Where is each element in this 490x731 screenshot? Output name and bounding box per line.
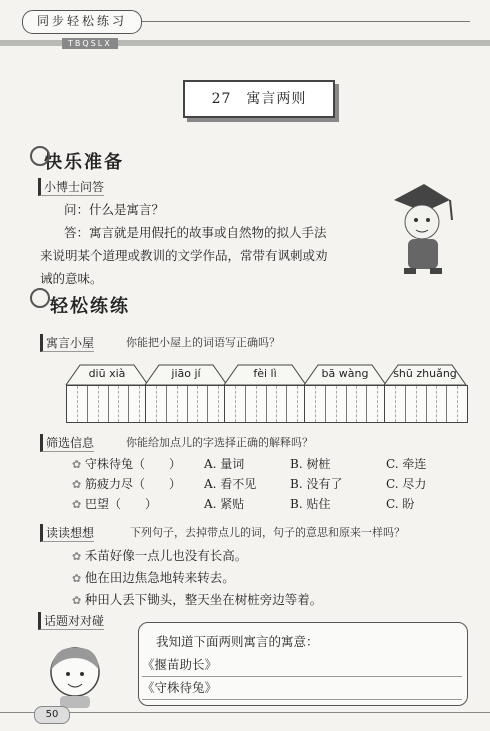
section-title: 快乐准备 (44, 152, 124, 173)
word-house-2 (141, 363, 231, 425)
sub-heading-select: 筛选信息 (40, 434, 94, 452)
pencil-icon (30, 288, 50, 308)
section-heading-practice (50, 292, 130, 318)
sub-heading-talk: 话题对对碰 (38, 612, 104, 630)
option-c[interactable]: C. 牵连 (386, 457, 427, 471)
word-house-3 (220, 363, 310, 425)
house-prompt: 你能把小屋上的词语写正确吗？ (126, 336, 280, 349)
option-a[interactable]: A. 紧贴 (204, 497, 245, 511)
section-heading-prepare (44, 148, 124, 174)
choice-questions (72, 454, 472, 514)
flower-icon: ✿ (72, 572, 85, 585)
sub-heading-read: 读读想想 (40, 524, 94, 542)
flower-icon: ✿ (72, 458, 82, 471)
option-a[interactable]: A. 量词 (204, 457, 245, 471)
pinyin-label: fèi lì (253, 367, 277, 380)
sentence-item (72, 567, 322, 589)
lesson-title: 27 寓言两则 (183, 80, 335, 118)
doctor-character-illustration (380, 178, 460, 278)
sentence-text: 他在田边焦急地转来转去。 (84, 570, 235, 585)
select-prompt: 你能给加点儿的字选择正确的解释吗？ (126, 436, 313, 449)
read-prompt: 下列句子，去掉带点儿的词，句子的意思和原来一样吗？ (130, 526, 405, 539)
sub-heading-house: 寓言小屋 (40, 334, 94, 352)
girl-character-illustration (40, 640, 110, 710)
sentence-item (72, 589, 322, 611)
sentence-item (72, 545, 322, 567)
word-house-1 (62, 363, 152, 425)
question-term: 守株待兔（ ） (85, 457, 182, 471)
option-b[interactable]: B. 贴住 (290, 497, 331, 511)
writing-grid[interactable] (66, 385, 150, 423)
pinyin-label: diū xià (88, 367, 126, 380)
talk-intro: 我知道下面两则寓言的寓意： (156, 634, 319, 649)
question-text: 问：什么是寓言？ (64, 202, 165, 217)
question-term: 巴望（ ） (85, 497, 158, 511)
section-title-2: 轻松练练 (50, 296, 130, 317)
series-title: 同步轻松练习 (22, 10, 142, 34)
word-house-5 (380, 363, 470, 425)
pinyin-label: shū zhuǎng (393, 367, 457, 380)
choice-row-2 (72, 474, 472, 494)
writing-grid[interactable] (384, 385, 468, 423)
sentence-text: 禾苗好像一点儿也没有长高。 (84, 548, 248, 563)
answer-line-1: 答：寓言就是用假托的故事或自然物的拟人手法 (64, 225, 327, 240)
pinyin-label: jiāo jí (171, 367, 201, 380)
option-b[interactable]: B. 没有了 (290, 477, 343, 491)
sentence-list (72, 545, 322, 611)
smile-icon (30, 146, 50, 166)
option-b[interactable]: B. 树桩 (290, 457, 331, 471)
writing-grid[interactable] (145, 385, 229, 423)
page-number: 50 (34, 706, 70, 724)
talk-item-2[interactable]: 《守株待兔》 (142, 676, 462, 700)
question-term: 筋疲力尽（ ） (85, 477, 182, 491)
option-c[interactable]: C. 盼 (386, 497, 415, 511)
flower-icon: ✿ (72, 498, 82, 511)
sentence-text: 种田人丢下锄头，整天坐在树桩旁边等着。 (84, 592, 323, 607)
pinyin-label: bā wàng (321, 367, 369, 380)
answer-line-2: 来说明某个道理或教训的文学作品，常带有讽刺或劝 (40, 248, 328, 263)
choice-row-3 (72, 494, 472, 514)
series-code: TBQSLX (62, 38, 118, 49)
choice-row-1 (72, 454, 472, 474)
option-c[interactable]: C. 尽力 (386, 477, 427, 491)
answer-line-3: 诫的意味。 (40, 271, 103, 286)
header-rule (140, 21, 470, 22)
flower-icon: ✿ (72, 550, 85, 563)
word-house-4 (300, 363, 390, 425)
flower-icon: ✿ (72, 478, 82, 491)
footer-rule (0, 712, 490, 713)
sub-heading-qa: 小博士问答 (38, 178, 104, 196)
option-a[interactable]: A. 看不见 (204, 477, 257, 491)
writing-grid[interactable] (304, 385, 388, 423)
talk-item-1[interactable]: 《揠苗助长》 (142, 653, 462, 677)
writing-grid[interactable] (224, 385, 308, 423)
flower-icon: ✿ (72, 594, 85, 607)
